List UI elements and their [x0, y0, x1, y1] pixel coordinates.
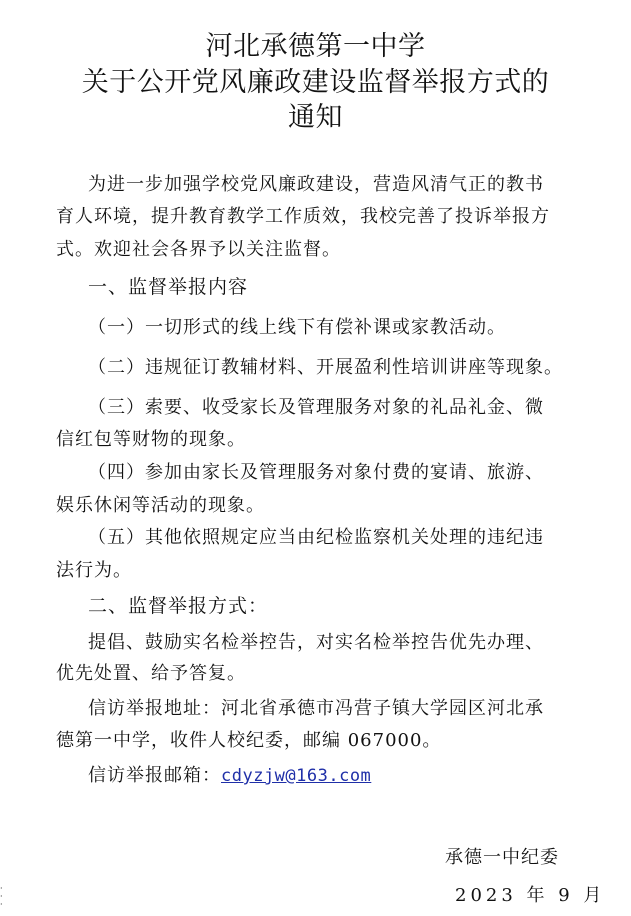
signature: 承德一中纪委	[445, 847, 559, 868]
intro-line-2: 育人环境，提升教育教学工作质效，我校完善了投诉举报方	[56, 206, 550, 227]
section1-item-5-line-2: 法行为。	[56, 560, 132, 581]
section1-item-5-line-1: （五）其他依照规定应当由纪检监察机关处理的违纪违	[88, 527, 544, 548]
section2-paragraph-line-2: 优先处置、给予答复。	[56, 663, 246, 684]
section1-item-3-line-1: （三）索要、收受家长及管理服务对象的礼品礼金、微	[88, 397, 544, 418]
section2-paragraph-line-1: 提倡、鼓励实名检举控告，对实名检举控告优先办理、	[88, 632, 544, 653]
email-link[interactable]: cdyzjw@163.com	[221, 766, 372, 786]
section1-item-3-line-2: 信红包等财物的现象。	[56, 429, 246, 450]
section1-item-1: （一）一切形式的线上线下有偿补课或家教活动。	[88, 317, 506, 338]
section1-heading: 一、监督举报内容	[88, 276, 249, 298]
title-line-notice: 通知	[288, 102, 343, 133]
address-line-1: 信访举报地址：河北省承德市冯营子镇大学园区河北承	[88, 698, 544, 719]
intro-line-3: 式。欢迎社会各界予以关注监督。	[56, 239, 341, 260]
edge-mark: · · ·	[0, 884, 3, 909]
section1-item-4-line-2: 娱乐休闲等活动的现象。	[56, 495, 265, 516]
email-row	[88, 764, 628, 788]
email-label: 信访举报邮箱：	[88, 765, 221, 786]
section2-heading: 二、监督举报方式：	[88, 595, 269, 617]
section1-item-2: （二）违规征订教辅材料、开展盈利性培训讲座等现象。	[88, 357, 563, 378]
title-line-subject: 关于公开党风廉政建设监督举报方式的	[81, 67, 550, 98]
title-line-school: 河北承德第一中学	[205, 31, 426, 62]
section1-item-4-line-1: （四）参加由家长及管理服务对象付费的宴请、旅游、	[88, 462, 544, 483]
date: 2023 年 9 月	[455, 885, 606, 906]
intro-line-1: 为进一步加强学校党风廉政建设，营造风清气正的教书	[88, 174, 544, 195]
address-line-2: 德第一中学，收件人校纪委，邮编 067000。	[56, 730, 442, 751]
